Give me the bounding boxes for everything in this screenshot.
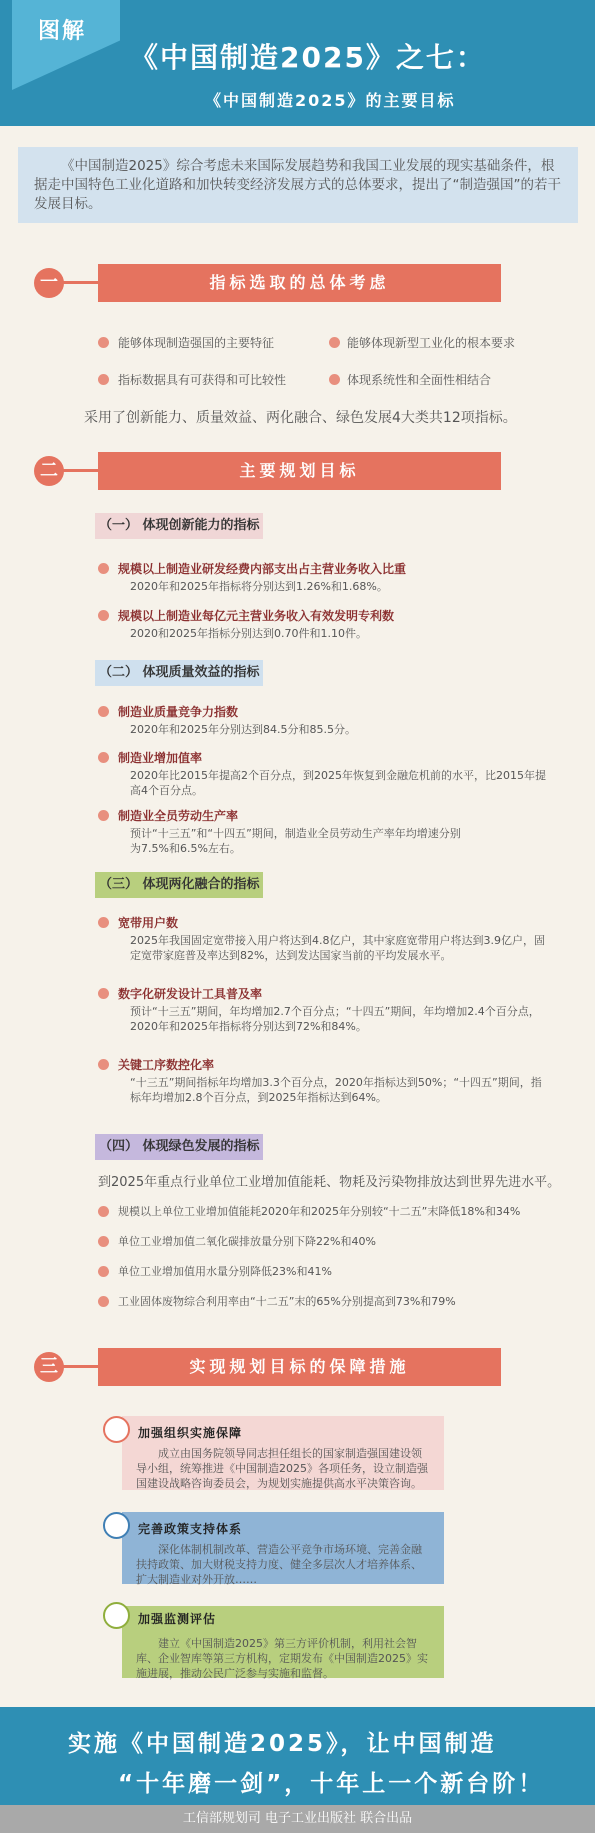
section-3-number: 三 bbox=[34, 1352, 64, 1382]
measure-desc: 成立由国务院领导同志担任组长的国家制造强国建设领导小组，统筹推进《中国制造2025》各项任务，设立制造强国建设战略咨询委员会，为规划实施提供高水平决策咨询。 bbox=[136, 1447, 428, 1490]
measure-marker bbox=[103, 1416, 130, 1443]
bullet-dot bbox=[98, 810, 109, 821]
indicator-title: 制造业质量竞争力指数 bbox=[118, 705, 239, 719]
indicator-title: 规模以上制造业每亿元主营业务收入有效发明专利数 bbox=[118, 609, 395, 623]
bullet-dot bbox=[98, 1206, 109, 1217]
bullet-dot bbox=[98, 988, 109, 999]
measure-title: 加强组织实施保障 bbox=[138, 1426, 243, 1440]
credit-bar: 工信部规划司 电子工业出版社 联合出品 bbox=[0, 1805, 595, 1833]
green-point: 规模以上单位工业增加值能耗2020年和2025年分别较“十二五”末降低18%和34% bbox=[118, 1205, 521, 1218]
section-2-title: 主要规划目标 bbox=[98, 452, 501, 490]
section-1-connector bbox=[62, 281, 100, 284]
group-1-heading: （一） 体现创新能力的指标 bbox=[95, 513, 263, 539]
green-point: 工业固体废物综合利用率由“十二五”末的65%分别提高到73%和79% bbox=[118, 1295, 456, 1308]
section-1-title: 指标选取的总体考虑 bbox=[98, 264, 501, 302]
consideration-3: 指标数据具有可获得和可比较性 bbox=[118, 373, 287, 387]
bullet-dot bbox=[98, 563, 109, 574]
indicator-desc: 2020年和2025年指标将分别达到1.26%和1.68%。 bbox=[130, 580, 388, 593]
indicator-title: 制造业增加值率 bbox=[118, 751, 203, 765]
footer-slogan-2: “十年磨一剑”，十年上一个新台阶！ bbox=[118, 1771, 545, 1797]
indicator-desc: 2025年我国固定宽带接入用户将达到4.8亿户，其中家庭宽带用户将达到3.9亿户，固定宽带家庭普及率达到82%，达到发达国家当前的平均发展水平。 bbox=[130, 934, 545, 962]
measure-marker bbox=[103, 1512, 130, 1539]
header bbox=[0, 0, 595, 126]
measure-title: 完善政策支持体系 bbox=[138, 1522, 243, 1536]
footer-slogan-1: 实施《中国制造2025》，让中国制造 bbox=[68, 1731, 497, 1757]
ribbon-label: 图解 bbox=[38, 19, 87, 44]
bullet-dot bbox=[98, 1296, 109, 1307]
indicator-desc: 2020年和2025年分别达到84.5分和85.5分。 bbox=[130, 723, 356, 736]
bullet-dot bbox=[98, 610, 109, 621]
measure-title: 加强监测评估 bbox=[138, 1612, 217, 1626]
measure-marker bbox=[103, 1602, 130, 1629]
indicator-desc: 2020年比2015年提高2个百分点，到2025年恢复到金融危机前的水平，比2015年提高4个百分点。 bbox=[130, 769, 546, 797]
indicator-title: 宽带用户数 bbox=[118, 916, 179, 930]
bullet-dot bbox=[98, 1059, 109, 1070]
indicator-desc: 预计“十三五”期间，年均增加2.7个百分点；“十四五”期间，年均增加2.4个百分点，2020年和2025年指标将分别达到72%和84%。 bbox=[130, 1005, 540, 1033]
bullet-dot bbox=[98, 1266, 109, 1277]
indicator-desc: 预计“十三五”和“十四五”期间，制造业全员劳动生产率年均增速分别为7.5%和6.5%左右。 bbox=[130, 827, 461, 855]
green-summary: 到2025年重点行业单位工业增加值能耗、物耗及污染物排放达到世界先进水平。 bbox=[98, 1175, 561, 1190]
measure-desc: 深化体制机制改革、营造公平竞争市场环境、完善金融扶持政策、加大财税支持力度、健全多层次人才培养体系、扩大制造业对外开放…… bbox=[136, 1543, 422, 1586]
indicator-desc: 2020和2025年指标分别达到0.70件和1.10件。 bbox=[130, 627, 367, 640]
green-point: 单位工业增加值用水量分别降低23%和41% bbox=[118, 1265, 332, 1278]
indicator-summary: 采用了创新能力、质量效益、两化融合、绿色发展4大类共12项指标。 bbox=[84, 410, 517, 426]
page-subtitle: 《中国制造2025》的主要目标 bbox=[205, 91, 456, 110]
bullet-dot bbox=[98, 337, 109, 348]
group-3-heading: （三） 体现两化融合的指标 bbox=[95, 872, 263, 898]
bullet-dot bbox=[98, 374, 109, 385]
section-3-title: 实现规划目标的保障措施 bbox=[98, 1348, 501, 1386]
group-2-heading: （二） 体现质量效益的指标 bbox=[95, 660, 263, 686]
section-2-number: 二 bbox=[34, 456, 64, 486]
indicator-title: 规模以上制造业研发经费内部支出占主营业务收入比重 bbox=[118, 562, 407, 576]
footer-banner bbox=[0, 1707, 595, 1805]
bullet-dot bbox=[98, 917, 109, 928]
page-title: 《中国制造2025》之七： bbox=[130, 41, 486, 74]
bullet-dot bbox=[98, 706, 109, 717]
consideration-1: 能够体现制造强国的主要特征 bbox=[118, 336, 275, 350]
section-1-number: 一 bbox=[34, 268, 64, 298]
intro-text: 《中国制造2025》综合考虑未来国际发展趋势和我国工业发展的现实基础条件，根据走中国特色工业化道路和加快转变经济发展方式的总体要求，提出了“制造强国”的若干发展目标。 bbox=[34, 158, 561, 212]
section-3-connector bbox=[62, 1365, 100, 1368]
consideration-2: 能够体现新型工业化的根本要求 bbox=[347, 336, 516, 350]
indicator-title: 数字化研发设计工具普及率 bbox=[118, 987, 263, 1001]
measure-desc: 建立《中国制造2025》第三方评价机制，利用社会智库、企业智库等第三方机构，定期发布《中国制造2025》实施进展，推动公民广泛参与实施和监督。 bbox=[136, 1637, 428, 1680]
green-point: 单位工业增加值二氧化碳排放量分别下降22%和40% bbox=[118, 1235, 376, 1248]
intro-box bbox=[18, 147, 578, 223]
indicator-desc: “十三五”期间指标年均增加3.3个百分点，2020年指标达到50%；“十四五”期间，指标年均增加2.8个百分点，到2025年指标达到64%。 bbox=[130, 1076, 542, 1104]
bullet-dot bbox=[98, 752, 109, 763]
bullet-dot bbox=[98, 1236, 109, 1247]
bullet-dot bbox=[329, 337, 340, 348]
indicator-title: 关键工序数控化率 bbox=[118, 1058, 215, 1072]
section-2-connector bbox=[62, 469, 100, 472]
indicator-title: 制造业全员劳动生产率 bbox=[118, 809, 239, 823]
group-4-heading: （四） 体现绿色发展的指标 bbox=[95, 1134, 263, 1160]
consideration-4: 体现系统性和全面性相结合 bbox=[347, 373, 492, 387]
bullet-dot bbox=[329, 374, 340, 385]
